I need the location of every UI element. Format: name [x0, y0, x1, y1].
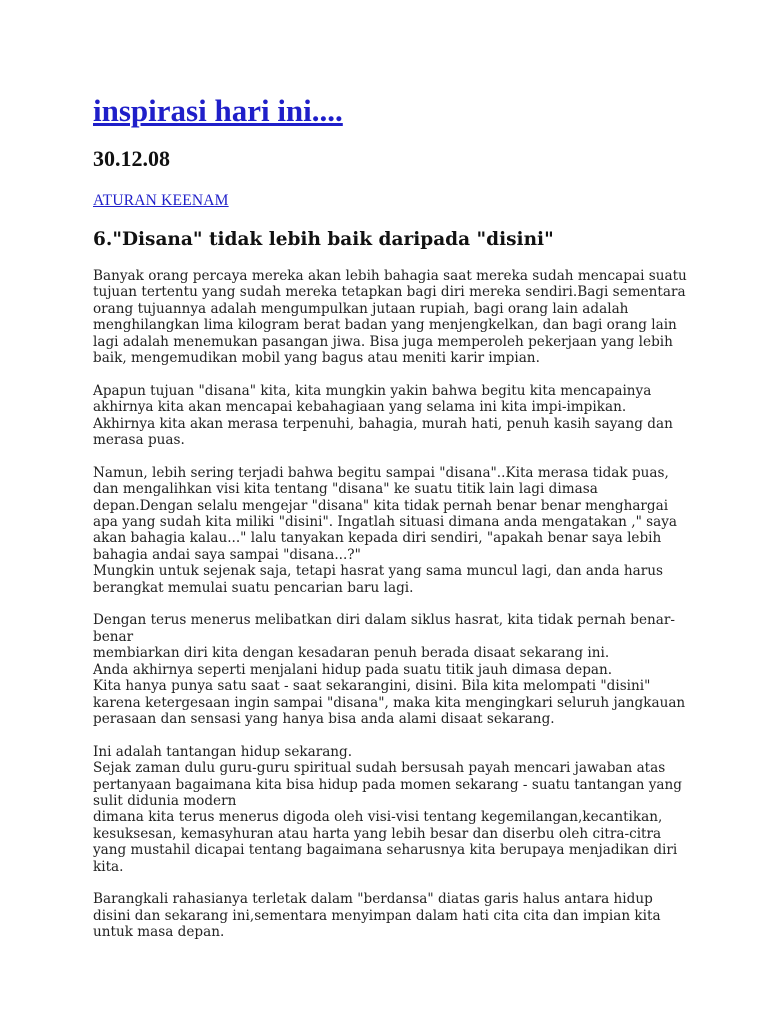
paragraph-line: dimana kita terus menerus digoda oleh visi-visi tentang kegemilangan,kecantikan,: [93, 809, 663, 826]
paragraph-line: akhirnya kita akan mencapai kebahagiaan yang selama ini kita impi-impikan.: [93, 399, 627, 416]
paragraph-line: baik, mengemudikan mobil yang bagus atau meniti karir impian.: [93, 350, 540, 367]
paragraph-line: akan bahagia kalau..." lalu tanyakan kepada diri sendiri, "apakah benar saya lebih: [93, 530, 662, 547]
paragraph-line: Barangkali rahasianya terletak dalam "berdansa" diatas garis halus antara hidup: [93, 891, 653, 908]
paragraph-line: dan mengalihkan visi kita tentang "disana" ke suatu titik lain lagi dimasa: [93, 481, 598, 498]
post-paragraph: [93, 612, 686, 727]
paragraph-line: lagi adalah menemukan pasangan jiwa. Bisa juga memperoleh pekerjaan yang lebih: [93, 333, 673, 350]
paragraph-line: Namun, lebih sering terjadi bahwa begitu sampai "disana"..Kita merasa tidak puas,: [93, 464, 669, 481]
paragraph-line: merasa puas.: [93, 432, 185, 449]
paragraph-line: orang tujuannya adalah mengumpulkan jutaan rupiah, bagi orang lain adalah: [93, 300, 629, 317]
paragraph-line: benar: [93, 628, 134, 645]
paragraph-line: Sejak zaman dulu guru-guru spiritual sudah bersusah payah mencari jawaban atas: [93, 760, 666, 777]
post-paragraph: [93, 465, 678, 596]
paragraph-line: berangkat memulai suatu pencarian baru lagi.: [93, 579, 414, 596]
post-paragraph: [93, 891, 678, 940]
paragraph-line: menghilangkan lima kilogram berat badan yang menjengkelkan, dan bagi orang lain: [93, 317, 677, 334]
paragraph-line: apa yang sudah kita miliki "disini". Ingatlah situasi dimana anda mengatakan ," saya: [93, 514, 678, 531]
post-paragraph: [93, 383, 678, 449]
paragraph-line: Ini adalah tantangan hidup sekarang.: [93, 743, 353, 760]
paragraph-line: untuk masa depan.: [93, 924, 225, 941]
paragraph-line: Mungkin untuk sejenak saja, tetapi hasrat yang sama muncul lagi, dan anda harus: [93, 563, 663, 580]
paragraph-line: bahagia andai saya sampai "disana...?": [93, 546, 361, 563]
paragraph-line: Apapun tujuan "disana" kita, kita mungkin yakin bahwa begitu kita mencapainya: [93, 382, 652, 399]
paragraph-line: depan.Dengan selalu mengejar "disana" kita tidak pernah benar benar menghargai: [93, 497, 669, 514]
post-body: [93, 268, 687, 957]
paragraph-line: kesuksesan, kemasyhuran atau harta yang lebih besar dan diserbu oleh citra-citra: [93, 825, 662, 842]
post-paragraph: [93, 268, 687, 367]
paragraph-line: sulit didunia modern: [93, 792, 237, 809]
paragraph-line: perasaan dan sensasi yang hanya bisa anda alami disaat sekarang.: [93, 710, 555, 727]
paragraph-line: kita.: [93, 858, 124, 875]
paragraph-line: Dengan terus menerus melibatkan diri dalam siklus hasrat, kita tidak pernah benar-: [93, 612, 675, 629]
paragraph-line: yang mustahil dicapai tentang bagaimana seharusnya kita berupaya menjadikan diri: [93, 842, 678, 859]
post-date: 30.12.08: [93, 146, 170, 171]
post-heading: 6."Disana" tidak lebih baik daripada "disini": [93, 229, 554, 250]
blog-title-link[interactable]: inspirasi hari ini....: [93, 93, 343, 128]
paragraph-line: Banyak orang percaya mereka akan lebih bahagia saat mereka sudah mencapai suatu: [93, 268, 687, 284]
post-label-link[interactable]: ATURAN KEENAM: [93, 192, 229, 209]
paragraph-line: karena ketergesaan ingin sampai "disana", maka kita mengingkari seluruh jangkauan: [93, 694, 686, 711]
paragraph-line: Akhirnya kita akan merasa terpenuhi, bahagia, murah hati, penuh kasih sayang dan: [93, 415, 673, 432]
paragraph-line: membiarkan diri kita dengan kesadaran penuh berada disaat sekarang ini.: [93, 645, 610, 662]
post-paragraph: [93, 743, 682, 875]
paragraph-line: Anda akhirnya seperti menjalani hidup pada suatu titik jauh dimasa depan.: [93, 661, 613, 678]
paragraph-line: Kita hanya punya satu saat - saat sekarangini, disini. Bila kita melompati "disini": [93, 678, 651, 695]
paragraph-line: pertanyaan bagaimana kita bisa hidup pada momen sekarang - suatu tantangan yang: [93, 776, 682, 793]
paragraph-line: disini dan sekarang ini,sementara menyimpan dalam hati cita cita dan impian kita: [93, 907, 661, 924]
paragraph-line: tujuan tertentu yang sudah mereka tetapkan bagi diri mereka sendiri.Bagi sementara: [93, 284, 686, 301]
